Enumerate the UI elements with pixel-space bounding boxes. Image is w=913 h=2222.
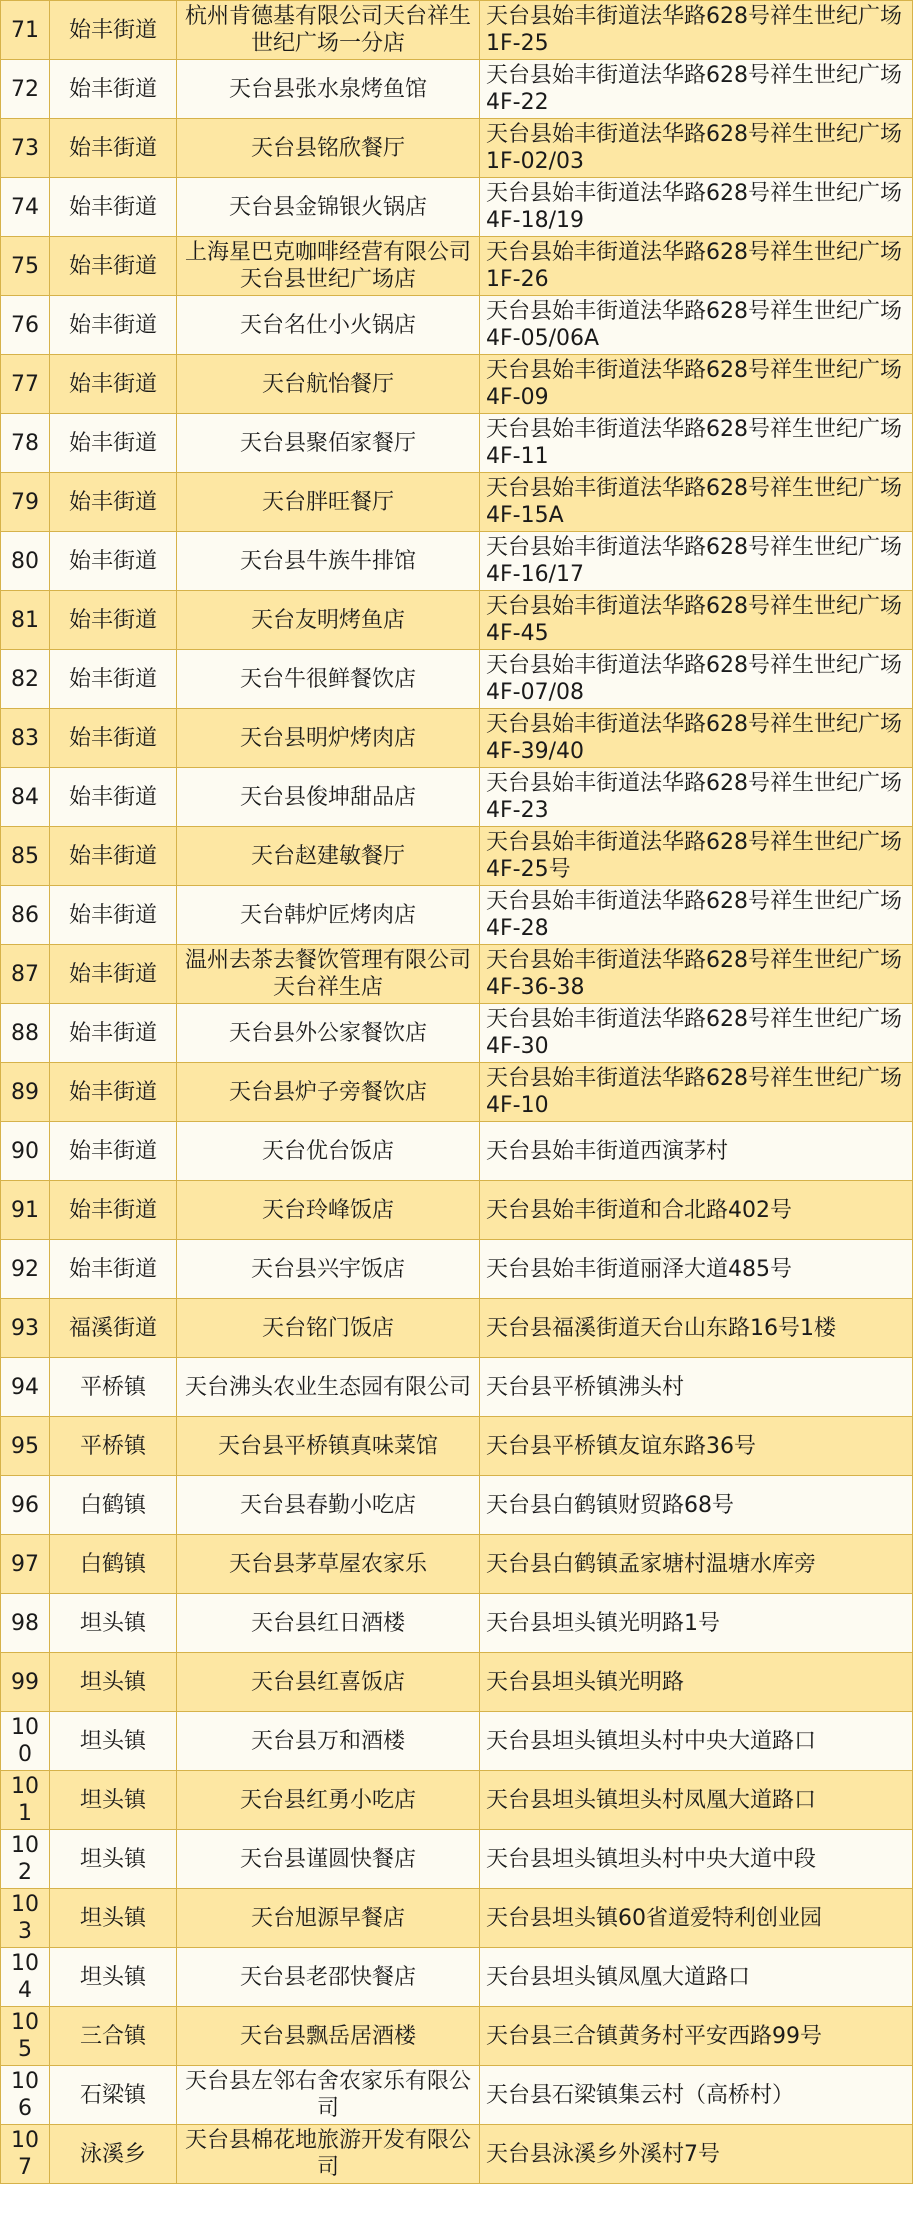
address-cell: 天台县始丰街道法华路628号祥生世纪广场1F-02/03 bbox=[480, 119, 913, 178]
row-number-cell: 82 bbox=[1, 650, 50, 709]
area-cell: 坦头镇 bbox=[50, 1771, 177, 1830]
business-name-cell: 天台航怡餐厅 bbox=[177, 355, 480, 414]
row-number-cell: 91 bbox=[1, 1181, 50, 1240]
row-number-cell: 104 bbox=[1, 1948, 50, 2007]
row-number-cell: 102 bbox=[1, 1830, 50, 1889]
table-row bbox=[1, 1122, 913, 1181]
business-name-cell: 天台县牛族牛排馆 bbox=[177, 532, 480, 591]
area-cell: 泳溪乡 bbox=[50, 2125, 177, 2184]
table-row bbox=[1, 2125, 913, 2184]
business-name-cell: 杭州肯德基有限公司天台祥生世纪广场一分店 bbox=[177, 1, 480, 60]
address-cell: 天台县始丰街道法华路628号祥生世纪广场4F-45 bbox=[480, 591, 913, 650]
address-cell: 天台县始丰街道法华路628号祥生世纪广场1F-26 bbox=[480, 237, 913, 296]
area-cell: 始丰街道 bbox=[50, 1181, 177, 1240]
table-row bbox=[1, 1594, 913, 1653]
row-number-cell: 85 bbox=[1, 827, 50, 886]
business-name-cell: 天台县茅草屋农家乐 bbox=[177, 1535, 480, 1594]
address-cell: 天台县始丰街道法华路628号祥生世纪广场4F-10 bbox=[480, 1063, 913, 1122]
business-name-cell: 天台胖旺餐厅 bbox=[177, 473, 480, 532]
table-row bbox=[1, 768, 913, 827]
business-name-cell: 天台县棉花地旅游开发有限公司 bbox=[177, 2125, 480, 2184]
row-number-cell: 84 bbox=[1, 768, 50, 827]
table-row bbox=[1, 1, 913, 60]
row-number-cell: 72 bbox=[1, 60, 50, 119]
address-cell: 天台县平桥镇友谊东路36号 bbox=[480, 1417, 913, 1476]
business-name-cell: 天台沸头农业生态园有限公司 bbox=[177, 1358, 480, 1417]
table-row bbox=[1, 1712, 913, 1771]
table-row bbox=[1, 1240, 913, 1299]
table-row bbox=[1, 60, 913, 119]
row-number-cell: 88 bbox=[1, 1004, 50, 1063]
area-cell: 始丰街道 bbox=[50, 591, 177, 650]
address-cell: 天台县坦头镇60省道爱特利创业园 bbox=[480, 1889, 913, 1948]
row-number-cell: 107 bbox=[1, 2125, 50, 2184]
table-row bbox=[1, 1830, 913, 1889]
row-number-cell: 90 bbox=[1, 1122, 50, 1181]
area-cell: 始丰街道 bbox=[50, 1004, 177, 1063]
area-cell: 坦头镇 bbox=[50, 1712, 177, 1771]
area-cell: 坦头镇 bbox=[50, 1889, 177, 1948]
table-row bbox=[1, 1063, 913, 1122]
area-cell: 坦头镇 bbox=[50, 1830, 177, 1889]
row-number-cell: 106 bbox=[1, 2066, 50, 2125]
row-number-cell: 105 bbox=[1, 2007, 50, 2066]
address-cell: 天台县石梁镇集云村（高桥村） bbox=[480, 2066, 913, 2125]
area-cell: 始丰街道 bbox=[50, 237, 177, 296]
address-cell: 天台县三合镇黄务村平安西路99号 bbox=[480, 2007, 913, 2066]
business-name-cell: 天台县红喜饭店 bbox=[177, 1653, 480, 1712]
address-cell: 天台县白鹤镇财贸路68号 bbox=[480, 1476, 913, 1535]
row-number-cell: 81 bbox=[1, 591, 50, 650]
table-row bbox=[1, 1653, 913, 1712]
address-cell: 天台县始丰街道法华路628号祥生世纪广场4F-22 bbox=[480, 60, 913, 119]
area-cell: 始丰街道 bbox=[50, 178, 177, 237]
row-number-cell: 83 bbox=[1, 709, 50, 768]
address-cell: 天台县福溪街道天台山东路16号1楼 bbox=[480, 1299, 913, 1358]
business-name-cell: 天台优台饭店 bbox=[177, 1122, 480, 1181]
table-row bbox=[1, 886, 913, 945]
table-row bbox=[1, 237, 913, 296]
table-row bbox=[1, 591, 913, 650]
business-name-cell: 天台县聚佰家餐厅 bbox=[177, 414, 480, 473]
row-number-cell: 100 bbox=[1, 1712, 50, 1771]
business-name-cell: 天台县谨圆快餐店 bbox=[177, 1830, 480, 1889]
table-row bbox=[1, 827, 913, 886]
area-cell: 平桥镇 bbox=[50, 1417, 177, 1476]
area-cell: 始丰街道 bbox=[50, 60, 177, 119]
business-name-cell: 天台县铭欣餐厅 bbox=[177, 119, 480, 178]
area-cell: 始丰街道 bbox=[50, 1240, 177, 1299]
table-row bbox=[1, 414, 913, 473]
row-number-cell: 95 bbox=[1, 1417, 50, 1476]
row-number-cell: 93 bbox=[1, 1299, 50, 1358]
address-cell: 天台县始丰街道法华路628号祥生世纪广场4F-28 bbox=[480, 886, 913, 945]
area-cell: 始丰街道 bbox=[50, 296, 177, 355]
address-cell: 天台县始丰街道法华路628号祥生世纪广场4F-05/06A bbox=[480, 296, 913, 355]
row-number-cell: 87 bbox=[1, 945, 50, 1004]
table-row bbox=[1, 1181, 913, 1240]
address-cell: 天台县始丰街道西演茅村 bbox=[480, 1122, 913, 1181]
table-row bbox=[1, 296, 913, 355]
address-cell: 天台县坦头镇凤凰大道路口 bbox=[480, 1948, 913, 2007]
business-name-cell: 天台县兴宇饭店 bbox=[177, 1240, 480, 1299]
business-name-cell: 天台县左邻右舍农家乐有限公司 bbox=[177, 2066, 480, 2125]
row-number-cell: 75 bbox=[1, 237, 50, 296]
address-cell: 天台县始丰街道法华路628号祥生世纪广场4F-16/17 bbox=[480, 532, 913, 591]
business-name-cell: 天台县红日酒楼 bbox=[177, 1594, 480, 1653]
area-cell: 始丰街道 bbox=[50, 414, 177, 473]
table-row bbox=[1, 1358, 913, 1417]
table-row bbox=[1, 532, 913, 591]
address-cell: 天台县始丰街道法华路628号祥生世纪广场4F-18/19 bbox=[480, 178, 913, 237]
table-row bbox=[1, 1889, 913, 1948]
address-cell: 天台县始丰街道法华路628号祥生世纪广场4F-15A bbox=[480, 473, 913, 532]
address-cell: 天台县始丰街道法华路628号祥生世纪广场4F-07/08 bbox=[480, 650, 913, 709]
table-row bbox=[1, 1004, 913, 1063]
row-number-cell: 73 bbox=[1, 119, 50, 178]
business-name-cell: 天台县金锦银火锅店 bbox=[177, 178, 480, 237]
table-row bbox=[1, 119, 913, 178]
area-cell: 始丰街道 bbox=[50, 119, 177, 178]
area-cell: 始丰街道 bbox=[50, 532, 177, 591]
row-number-cell: 80 bbox=[1, 532, 50, 591]
row-number-cell: 96 bbox=[1, 1476, 50, 1535]
area-cell: 始丰街道 bbox=[50, 886, 177, 945]
address-cell: 天台县始丰街道丽泽大道485号 bbox=[480, 1240, 913, 1299]
table-row bbox=[1, 355, 913, 414]
business-name-cell: 天台县张水泉烤鱼馆 bbox=[177, 60, 480, 119]
row-number-cell: 97 bbox=[1, 1535, 50, 1594]
table-row bbox=[1, 1476, 913, 1535]
row-number-cell: 76 bbox=[1, 296, 50, 355]
business-name-cell: 天台县万和酒楼 bbox=[177, 1712, 480, 1771]
area-cell: 始丰街道 bbox=[50, 1122, 177, 1181]
business-name-cell: 天台县平桥镇真味菜馆 bbox=[177, 1417, 480, 1476]
row-number-cell: 92 bbox=[1, 1240, 50, 1299]
address-cell: 天台县始丰街道和合北路402号 bbox=[480, 1181, 913, 1240]
row-number-cell: 103 bbox=[1, 1889, 50, 1948]
table-row bbox=[1, 1299, 913, 1358]
row-number-cell: 98 bbox=[1, 1594, 50, 1653]
address-cell: 天台县始丰街道法华路628号祥生世纪广场1F-25 bbox=[480, 1, 913, 60]
area-cell: 始丰街道 bbox=[50, 827, 177, 886]
business-name-cell: 天台名仕小火锅店 bbox=[177, 296, 480, 355]
area-cell: 白鹤镇 bbox=[50, 1476, 177, 1535]
table-row bbox=[1, 2007, 913, 2066]
area-cell: 三合镇 bbox=[50, 2007, 177, 2066]
row-number-cell: 86 bbox=[1, 886, 50, 945]
address-cell: 天台县始丰街道法华路628号祥生世纪广场4F-23 bbox=[480, 768, 913, 827]
area-cell: 始丰街道 bbox=[50, 473, 177, 532]
address-cell: 天台县平桥镇沸头村 bbox=[480, 1358, 913, 1417]
business-name-cell: 天台友明烤鱼店 bbox=[177, 591, 480, 650]
address-cell: 天台县始丰街道法华路628号祥生世纪广场4F-30 bbox=[480, 1004, 913, 1063]
business-name-cell: 温州去茶去餐饮管理有限公司天台祥生店 bbox=[177, 945, 480, 1004]
business-name-cell: 天台县外公家餐饮店 bbox=[177, 1004, 480, 1063]
area-cell: 始丰街道 bbox=[50, 650, 177, 709]
row-number-cell: 77 bbox=[1, 355, 50, 414]
table-row bbox=[1, 473, 913, 532]
address-cell: 天台县始丰街道法华路628号祥生世纪广场4F-36-38 bbox=[480, 945, 913, 1004]
table-row bbox=[1, 709, 913, 768]
address-cell: 天台县坦头镇坦头村中央大道路口 bbox=[480, 1712, 913, 1771]
business-name-cell: 天台县红勇小吃店 bbox=[177, 1771, 480, 1830]
area-cell: 始丰街道 bbox=[50, 709, 177, 768]
table-row bbox=[1, 178, 913, 237]
business-name-cell: 天台铭门饭店 bbox=[177, 1299, 480, 1358]
row-number-cell: 99 bbox=[1, 1653, 50, 1712]
table-row bbox=[1, 2066, 913, 2125]
area-cell: 平桥镇 bbox=[50, 1358, 177, 1417]
row-number-cell: 89 bbox=[1, 1063, 50, 1122]
table-row bbox=[1, 650, 913, 709]
table-row bbox=[1, 945, 913, 1004]
area-cell: 坦头镇 bbox=[50, 1594, 177, 1653]
business-name-cell: 天台韩炉匠烤肉店 bbox=[177, 886, 480, 945]
area-cell: 始丰街道 bbox=[50, 355, 177, 414]
area-cell: 石梁镇 bbox=[50, 2066, 177, 2125]
row-number-cell: 94 bbox=[1, 1358, 50, 1417]
business-name-cell: 天台县飘岳居酒楼 bbox=[177, 2007, 480, 2066]
row-number-cell: 101 bbox=[1, 1771, 50, 1830]
address-cell: 天台县坦头镇光明路1号 bbox=[480, 1594, 913, 1653]
table-row bbox=[1, 1535, 913, 1594]
business-name-cell: 天台牛很鲜餐饮店 bbox=[177, 650, 480, 709]
table-row bbox=[1, 1948, 913, 2007]
business-name-cell: 天台县俊坤甜品店 bbox=[177, 768, 480, 827]
area-cell: 福溪街道 bbox=[50, 1299, 177, 1358]
business-name-cell: 天台玲峰饭店 bbox=[177, 1181, 480, 1240]
address-cell: 天台县坦头镇坦头村凤凰大道路口 bbox=[480, 1771, 913, 1830]
business-name-cell: 天台县炉子旁餐饮店 bbox=[177, 1063, 480, 1122]
address-cell: 天台县始丰街道法华路628号祥生世纪广场4F-39/40 bbox=[480, 709, 913, 768]
business-name-cell: 天台县春勤小吃店 bbox=[177, 1476, 480, 1535]
address-cell: 天台县泳溪乡外溪村7号 bbox=[480, 2125, 913, 2184]
address-cell: 天台县始丰街道法华路628号祥生世纪广场4F-25号 bbox=[480, 827, 913, 886]
table-body bbox=[1, 1, 913, 2184]
row-number-cell: 78 bbox=[1, 414, 50, 473]
area-cell: 坦头镇 bbox=[50, 1653, 177, 1712]
row-number-cell: 71 bbox=[1, 1, 50, 60]
address-cell: 天台县坦头镇坦头村中央大道中段 bbox=[480, 1830, 913, 1889]
business-name-cell: 天台县明炉烤肉店 bbox=[177, 709, 480, 768]
row-number-cell: 74 bbox=[1, 178, 50, 237]
area-cell: 白鹤镇 bbox=[50, 1535, 177, 1594]
row-number-cell: 79 bbox=[1, 473, 50, 532]
area-cell: 始丰街道 bbox=[50, 768, 177, 827]
address-cell: 天台县白鹤镇孟家塘村温塘水库旁 bbox=[480, 1535, 913, 1594]
business-name-cell: 上海星巴克咖啡经营有限公司天台县世纪广场店 bbox=[177, 237, 480, 296]
area-cell: 始丰街道 bbox=[50, 1063, 177, 1122]
business-name-cell: 天台赵建敏餐厅 bbox=[177, 827, 480, 886]
area-cell: 始丰街道 bbox=[50, 1, 177, 60]
area-cell: 坦头镇 bbox=[50, 1948, 177, 2007]
business-name-cell: 天台县老邵快餐店 bbox=[177, 1948, 480, 2007]
table-row bbox=[1, 1417, 913, 1476]
table-row bbox=[1, 1771, 913, 1830]
address-cell: 天台县始丰街道法华路628号祥生世纪广场4F-11 bbox=[480, 414, 913, 473]
area-cell: 始丰街道 bbox=[50, 945, 177, 1004]
address-cell: 天台县坦头镇光明路 bbox=[480, 1653, 913, 1712]
address-cell: 天台县始丰街道法华路628号祥生世纪广场4F-09 bbox=[480, 355, 913, 414]
business-name-cell: 天台旭源早餐店 bbox=[177, 1889, 480, 1948]
